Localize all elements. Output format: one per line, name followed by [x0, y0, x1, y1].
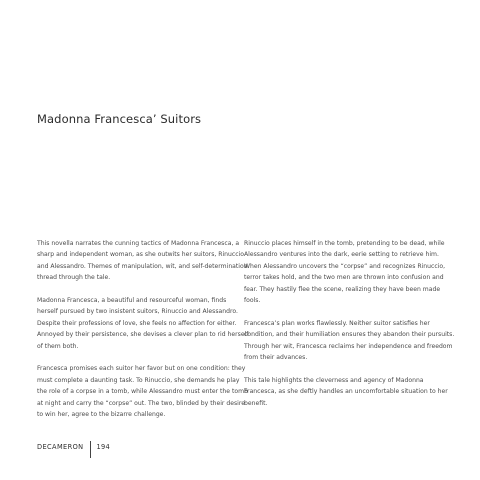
running-footer-title: DECAMERON: [37, 442, 84, 451]
paragraph: Francesca promises each suitor her favor but on one condition: they must complete a daunting task. To Rinuccio, she demands he play the role of a corpse in a tomb, while Alessandro must enter the tomb at night and carry the “corpse” out. The two, blinded by their desire to win her, agree to the bizarre challenge.: [37, 365, 248, 419]
text-column-right: [244, 238, 456, 420]
page-footer: [37, 438, 110, 455]
footer-divider: [90, 441, 91, 458]
paragraph: Francesca’s plan works flawlessly. Neither suitor satisfies her condition, and their humiliation ensures they abandon their pursuits. Through her wit, Francesca reclaims her independence and freedom from their advances.: [244, 319, 455, 362]
paragraph: This tale highlights the cleverness and agency of Madonna Francesca, as she deftly handles an uncomfortable situation to her benefit.: [244, 376, 448, 407]
paragraph: Rinuccio places himself in the tomb, pretending to be dead, while Alessandro ventures into the dark, eerie setting to retrieve him. When Alessandro uncovers the “corpse” and recognizes Rinuccio, terror takes hold, and the two men are thrown into confusion and fear. They hastily flee the scene, realizing they have been made fools.: [244, 240, 446, 305]
text-column-left: [37, 238, 249, 432]
paragraph: Madonna Francesca, a beautiful and resourceful woman, finds herself pursued by two insistent suitors, Rinuccio and Alessandro. Despite their professions of love, she feels no affection for either. Annoyed by their persistence, she devises a clever plan to rid herself of them both.: [37, 297, 249, 350]
paragraph: This novella narrates the cunning tactics of Madonna Francesca, a sharp and independent woman, as she outwits her suitors, Rinuccio and Alessandro. Themes of manipulation, wit, and self-determination thread through the tale.: [37, 240, 248, 282]
page-number: 194: [96, 442, 111, 451]
page-title: Madonna Francesca’ Suitors: [37, 112, 202, 126]
